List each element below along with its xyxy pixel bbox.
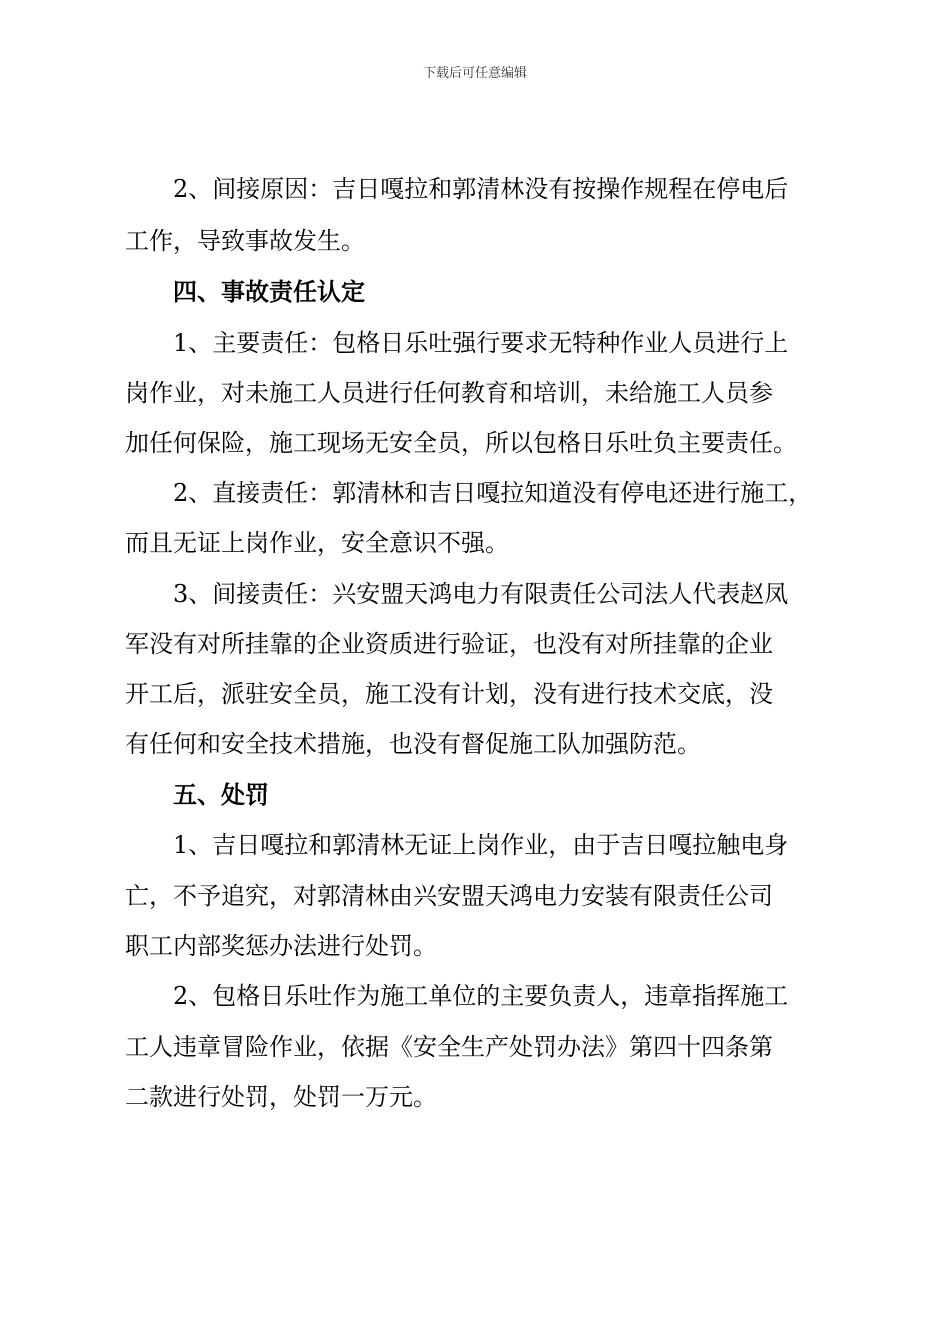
body-line: 1、主要责任：包格日乐吐强行要求无特种作业人员进行上	[125, 329, 789, 357]
body-line: 2、包格日乐吐作为施工单位的主要负责人，违章指挥施工	[125, 982, 789, 1010]
body-line: 2、间接原因：吉日嘎拉和郭清林没有按操作规程在停电后	[125, 175, 789, 203]
body-line: 加任何保险，施工现场无安全员，所以包格日乐吐负主要责任。	[125, 429, 797, 457]
body-line: 军没有对所挂靠的企业资质进行验证，也没有对所挂靠的企业	[125, 630, 773, 658]
section-heading-penalty: 五、处罚	[125, 780, 269, 809]
body-line: 开工后，派驻安全员，施工没有计划，没有进行技术交底，没	[125, 680, 773, 708]
body-line: 亡，不予追究，对郭清林由兴安盟天鸿电力安装有限责任公司	[125, 882, 773, 910]
body-line: 有任何和安全技术措施，也没有督促施工队加强防范。	[125, 730, 701, 758]
body-line: 岗作业，对未施工人员进行任何教育和培训，未给施工人员参	[125, 379, 773, 407]
body-line: 职工内部奖惩办法进行处罚。	[125, 932, 437, 960]
body-line: 2、直接责任：郭清林和吉日嘎拉知道没有停电还进行施工，	[125, 479, 813, 507]
body-line: 1、吉日嘎拉和郭清林无证上岗作业，由于吉日嘎拉触电身	[125, 831, 789, 859]
body-line: 而且无证上岗作业，安全意识不强。	[125, 529, 509, 557]
body-line: 工作，导致事故发生。	[125, 227, 365, 255]
section-heading-responsibility: 四、事故责任认定	[125, 277, 365, 306]
body-line: 工人违章冒险作业，依据《安全生产处罚办法》第四十四条第	[125, 1033, 773, 1061]
body-line: 二款进行处罚，处罚一万元。	[125, 1083, 437, 1111]
body-line: 3、间接责任：兴安盟天鸿电力有限责任公司法人代表赵凤	[125, 580, 789, 608]
page-header: 下载后可任意编辑	[422, 66, 527, 81]
